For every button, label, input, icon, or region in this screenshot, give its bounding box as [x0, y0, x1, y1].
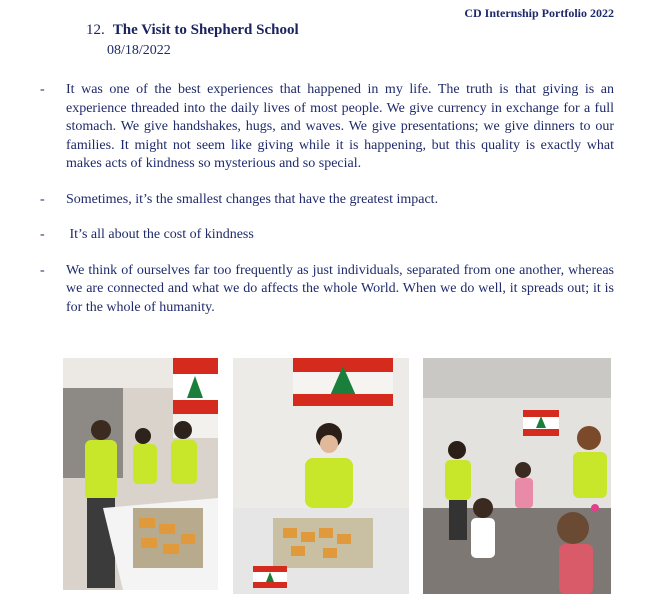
bullet-item [40, 262, 614, 318]
portfolio-header: CD Internship Portfolio 2022 [464, 6, 614, 20]
bullet-text: It was one of the best experiences that happened in my life. The truth is that giving is an experience threaded into the daily lives of most people. We give currency in exchange for a full stomach. We give handshakes, hugs, and waves. We give presentations; we give dinners to our families. It might not seem like giving while it is happening, but this quality is exactly what makes acts of kindness so mysterious and so special. [66, 82, 614, 171]
photo-volunteers-table [63, 358, 218, 590]
bullet-dash: - [40, 82, 45, 97]
section-title [86, 22, 299, 39]
photo-children-dancing [423, 358, 611, 594]
bullet-item [40, 81, 614, 174]
bullet-text: It’s all about the cost of kindness [66, 227, 254, 242]
bullet-list [40, 81, 614, 334]
bullet-item [40, 191, 614, 210]
section-number: 12. [86, 22, 105, 38]
bullet-dash: - [40, 262, 45, 278]
bullet-dash: - [40, 191, 45, 207]
section-date: 08/18/2022 [107, 43, 171, 58]
bullet-text: We think of ourselves far too frequently as just individuals, separated from one another, whereas we are connected and what we do affects the whole World. When we do well, it spreads out; it is for the whole of humanity. [66, 262, 614, 315]
photo-volunteer-cakes [233, 358, 409, 594]
section-title-text: The Visit to Shepherd School [112, 22, 299, 38]
bullet-text: Sometimes, it’s the smallest changes that have the greatest impact. [66, 191, 439, 207]
bullet-dash: - [40, 227, 45, 242]
bullet-item [40, 226, 614, 245]
